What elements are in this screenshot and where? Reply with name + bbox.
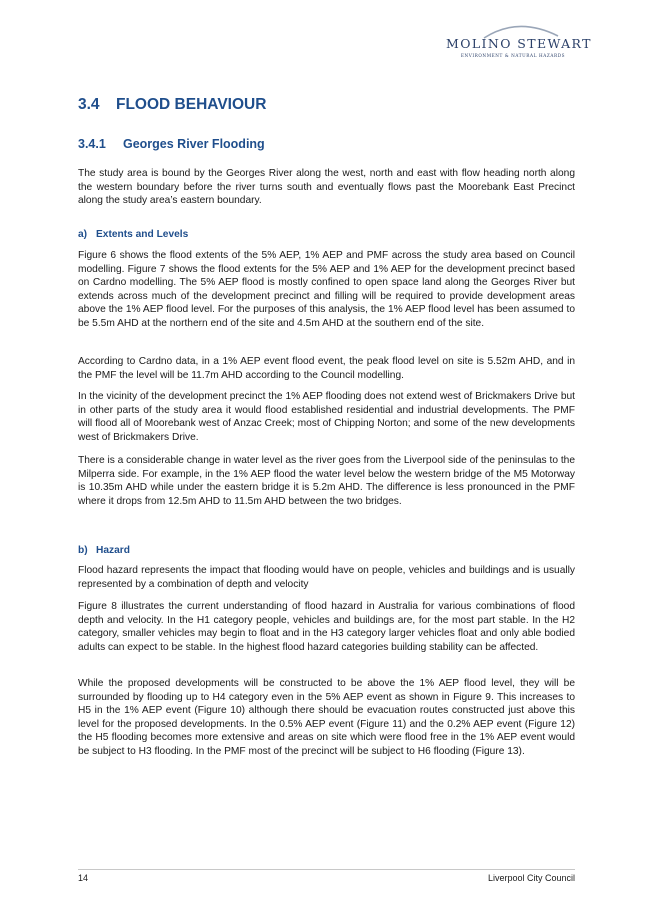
hazard-paragraph-2: Figure 8 illustrates the current understanding of flood hazard in Australia for various combinations of flood depth and velocity. In the H1 category people, vehicles and buildings are, for the most part stable. In the H2 category, smaller vehicles may begin to float and in the H3 category larger vehicles float and only able bodied adults can expect to be stable. In the highest flood hazard categories building stability can be affected.: [78, 601, 575, 653]
footer-divider: [78, 869, 575, 870]
extents-paragraph-1: Figure 6 shows the flood extents of the 5% AEP, 1% AEP and PMF across the study area based on Council modelling. Figure 7 shows the flood extents for the 5% AEP and 1% AEP for the development precinct based on Cardno modelling. The 5% AEP flood is mostly confined to open space land along the Georges River but extends across much of the development precinct and filling will be required to provide development areas above the 1% AEP flood level. For the purposes of this analysis, the 1% AEP flood level has been assumed to be 5.5m AHD at the northern end of the site and 4.5m AHD at the southern end of the site.: [78, 250, 575, 329]
hazard-label: b): [78, 545, 88, 556]
section-heading: [78, 96, 266, 114]
subsection-title: Georges River Flooding: [123, 137, 265, 151]
footer-client: Liverpool City Council: [487, 873, 575, 883]
section-number: 3.4: [78, 96, 100, 113]
section-title: FLOOD BEHAVIOUR: [116, 96, 267, 113]
hazard-heading: [78, 545, 130, 556]
hazard-title: Hazard: [96, 545, 130, 556]
extents-paragraph-4: There is a considerable change in water level as the river goes from the Liverpool side of the peninsulas to the Milperra side. For example, in the 1% AEP flood the water level below the western bridge of the M5 Motorway is 10.35m AHD while under the eastern bridge it is 5.2m AHD. The difference is less pronounced in the PMF where it drops from 12.5m AHD to 11.5m AHD between the two bridges.: [78, 455, 575, 507]
extents-label: a): [78, 229, 88, 240]
page-number: 14: [78, 873, 89, 883]
hazard-paragraph-3: While the proposed developments will be constructed to be above the 1% AEP flood level, they will be surrounded by flooding up to H4 category even in the 5% AEP event as shown in Figure 9. This increases to H5 in the 1% AEP event (Figure 10) although there should be evacuation routes constructed just above this level for the proposed developments. In the 0.5% AEP event (Figure 11) and the 0.2% AEP event (Figure 12) the H5 flooding becomes more extensive and areas on site which were flood free in the 1% AEP event would be subject to H3 flooding. In the PMF most of the precinct will be subject to H6 flooding (Figure 13).: [78, 678, 575, 757]
extents-title: Extents and Levels: [96, 229, 189, 240]
logo-name: MOLINO STEWART: [446, 36, 592, 51]
intro-paragraph: The study area is bound by the Georges River along the west, north and east with flow heading north along the western boundary before the river turns south and eventually flows past the Moorebank East Precinct along the study area’s eastern boundary.: [78, 168, 575, 207]
extents-heading: [78, 229, 188, 240]
logo-tagline: ENVIRONMENT & NATURAL HAZARDS: [460, 53, 566, 58]
subsection-number: 3.4.1: [78, 137, 106, 151]
hazard-paragraph-1: Flood hazard represents the impact that flooding would have on people, vehicles and buildings and is usually represented by a combination of depth and velocity: [78, 565, 575, 590]
extents-paragraph-2: According to Cardno data, in a 1% AEP event flood event, the peak flood level on site is 5.52m AHD, and in the PMF the level will be 11.7m AHD according to the Council modelling.: [78, 356, 575, 381]
subsection-heading: [78, 137, 265, 151]
extents-paragraph-3: In the vicinity of the development precinct the 1% AEP flooding does not extend west of Brickmakers Drive but in other parts of the study area it would flood established residential and industrial developments. The PMF will flood all of Moorebank west of Anzac Creek; most of Chipping Norton; and some of the new developments west of Brickmakers Drive.: [78, 391, 575, 443]
company-logo: [446, 22, 592, 62]
